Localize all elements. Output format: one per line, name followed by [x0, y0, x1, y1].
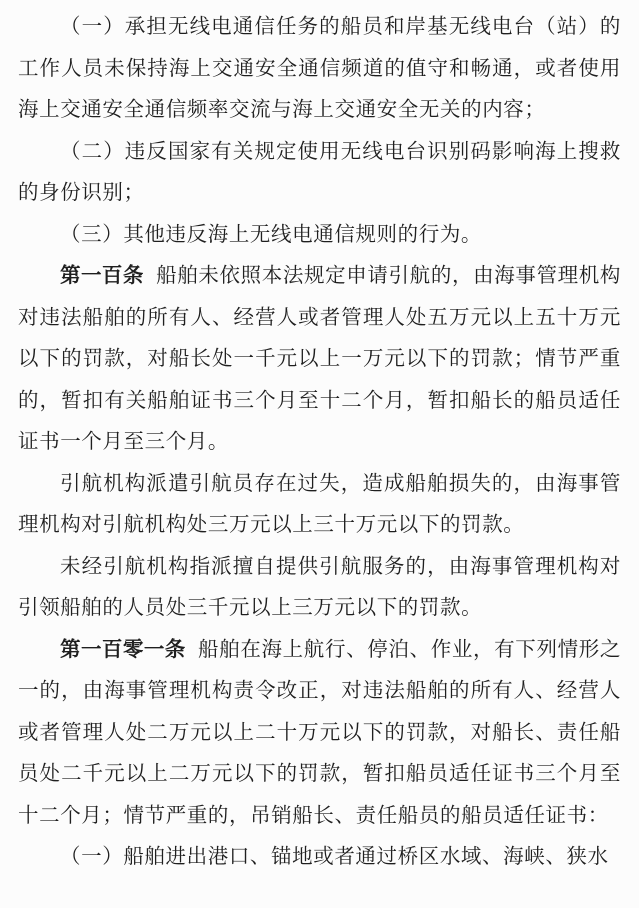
article-number: 第一百零一条	[60, 636, 186, 661]
list-item-paragraph	[18, 836, 621, 878]
paragraph-text: 船舶在海上航行、停泊、作业，有下列情形之一的，由海事管理机构责令改正，对违法船舶的所有人、经营人或者管理人处二万元以上二十万元以下的罚款，对船长、责任船员处二千元以上二万元以下的罚款，暂扣船员适任证书三个月至十二个月；情节严重的，吊销船长、责任船员的船员适任证书：	[18, 636, 622, 827]
article-paragraph	[18, 255, 621, 463]
list-item-paragraph	[18, 214, 621, 256]
article-number: 第一百条	[60, 263, 144, 287]
paragraph-text: （三）其他违反海上无线电通信规则的行为。	[60, 221, 483, 246]
paragraph-text: 引航机构派遣引航员存在过失，造成船舶损失的，由海事管理机构对引航机构处三万元以上三十万元以下的罚款。	[18, 470, 621, 536]
body-paragraph	[18, 546, 621, 629]
paragraph-text: 未经引航机构指派擅自提供引航服务的，由海事管理机构对引领船舶的人员处三千元以上三万元以下的罚款。	[18, 553, 621, 619]
list-item-paragraph	[18, 6, 621, 131]
body-paragraph	[18, 463, 621, 546]
paragraph-text: （二）违反国家有关规定使用无线电台识别码影响海上搜救的身份识别；	[18, 138, 621, 204]
paragraph-text: （一）承担无线电通信任务的船员和岸基无线电台（站）的工作人员未保持海上交通安全通信频道的值守和畅通，或者使用海上交通安全通信频率交流与海上交通安全无关的内容；	[18, 14, 621, 121]
paragraph-text: （一）船舶进出港口、锚地或者通过桥区水域、海峡、狭水	[60, 844, 609, 868]
paragraph-text: 船舶未依照本法规定申请引航的，由海事管理机构对违法船舶的所有人、经营人或者管理人处五万元以上五十万元以下的罚款，对船长处一千元以上一万元以下的罚款；情节严重的，暂扣有关船舶证书三个月至十二个月，暂扣船长的船员适任证书一个月至三个月。	[18, 263, 621, 453]
article-paragraph	[18, 629, 621, 837]
list-item-paragraph	[18, 131, 621, 214]
